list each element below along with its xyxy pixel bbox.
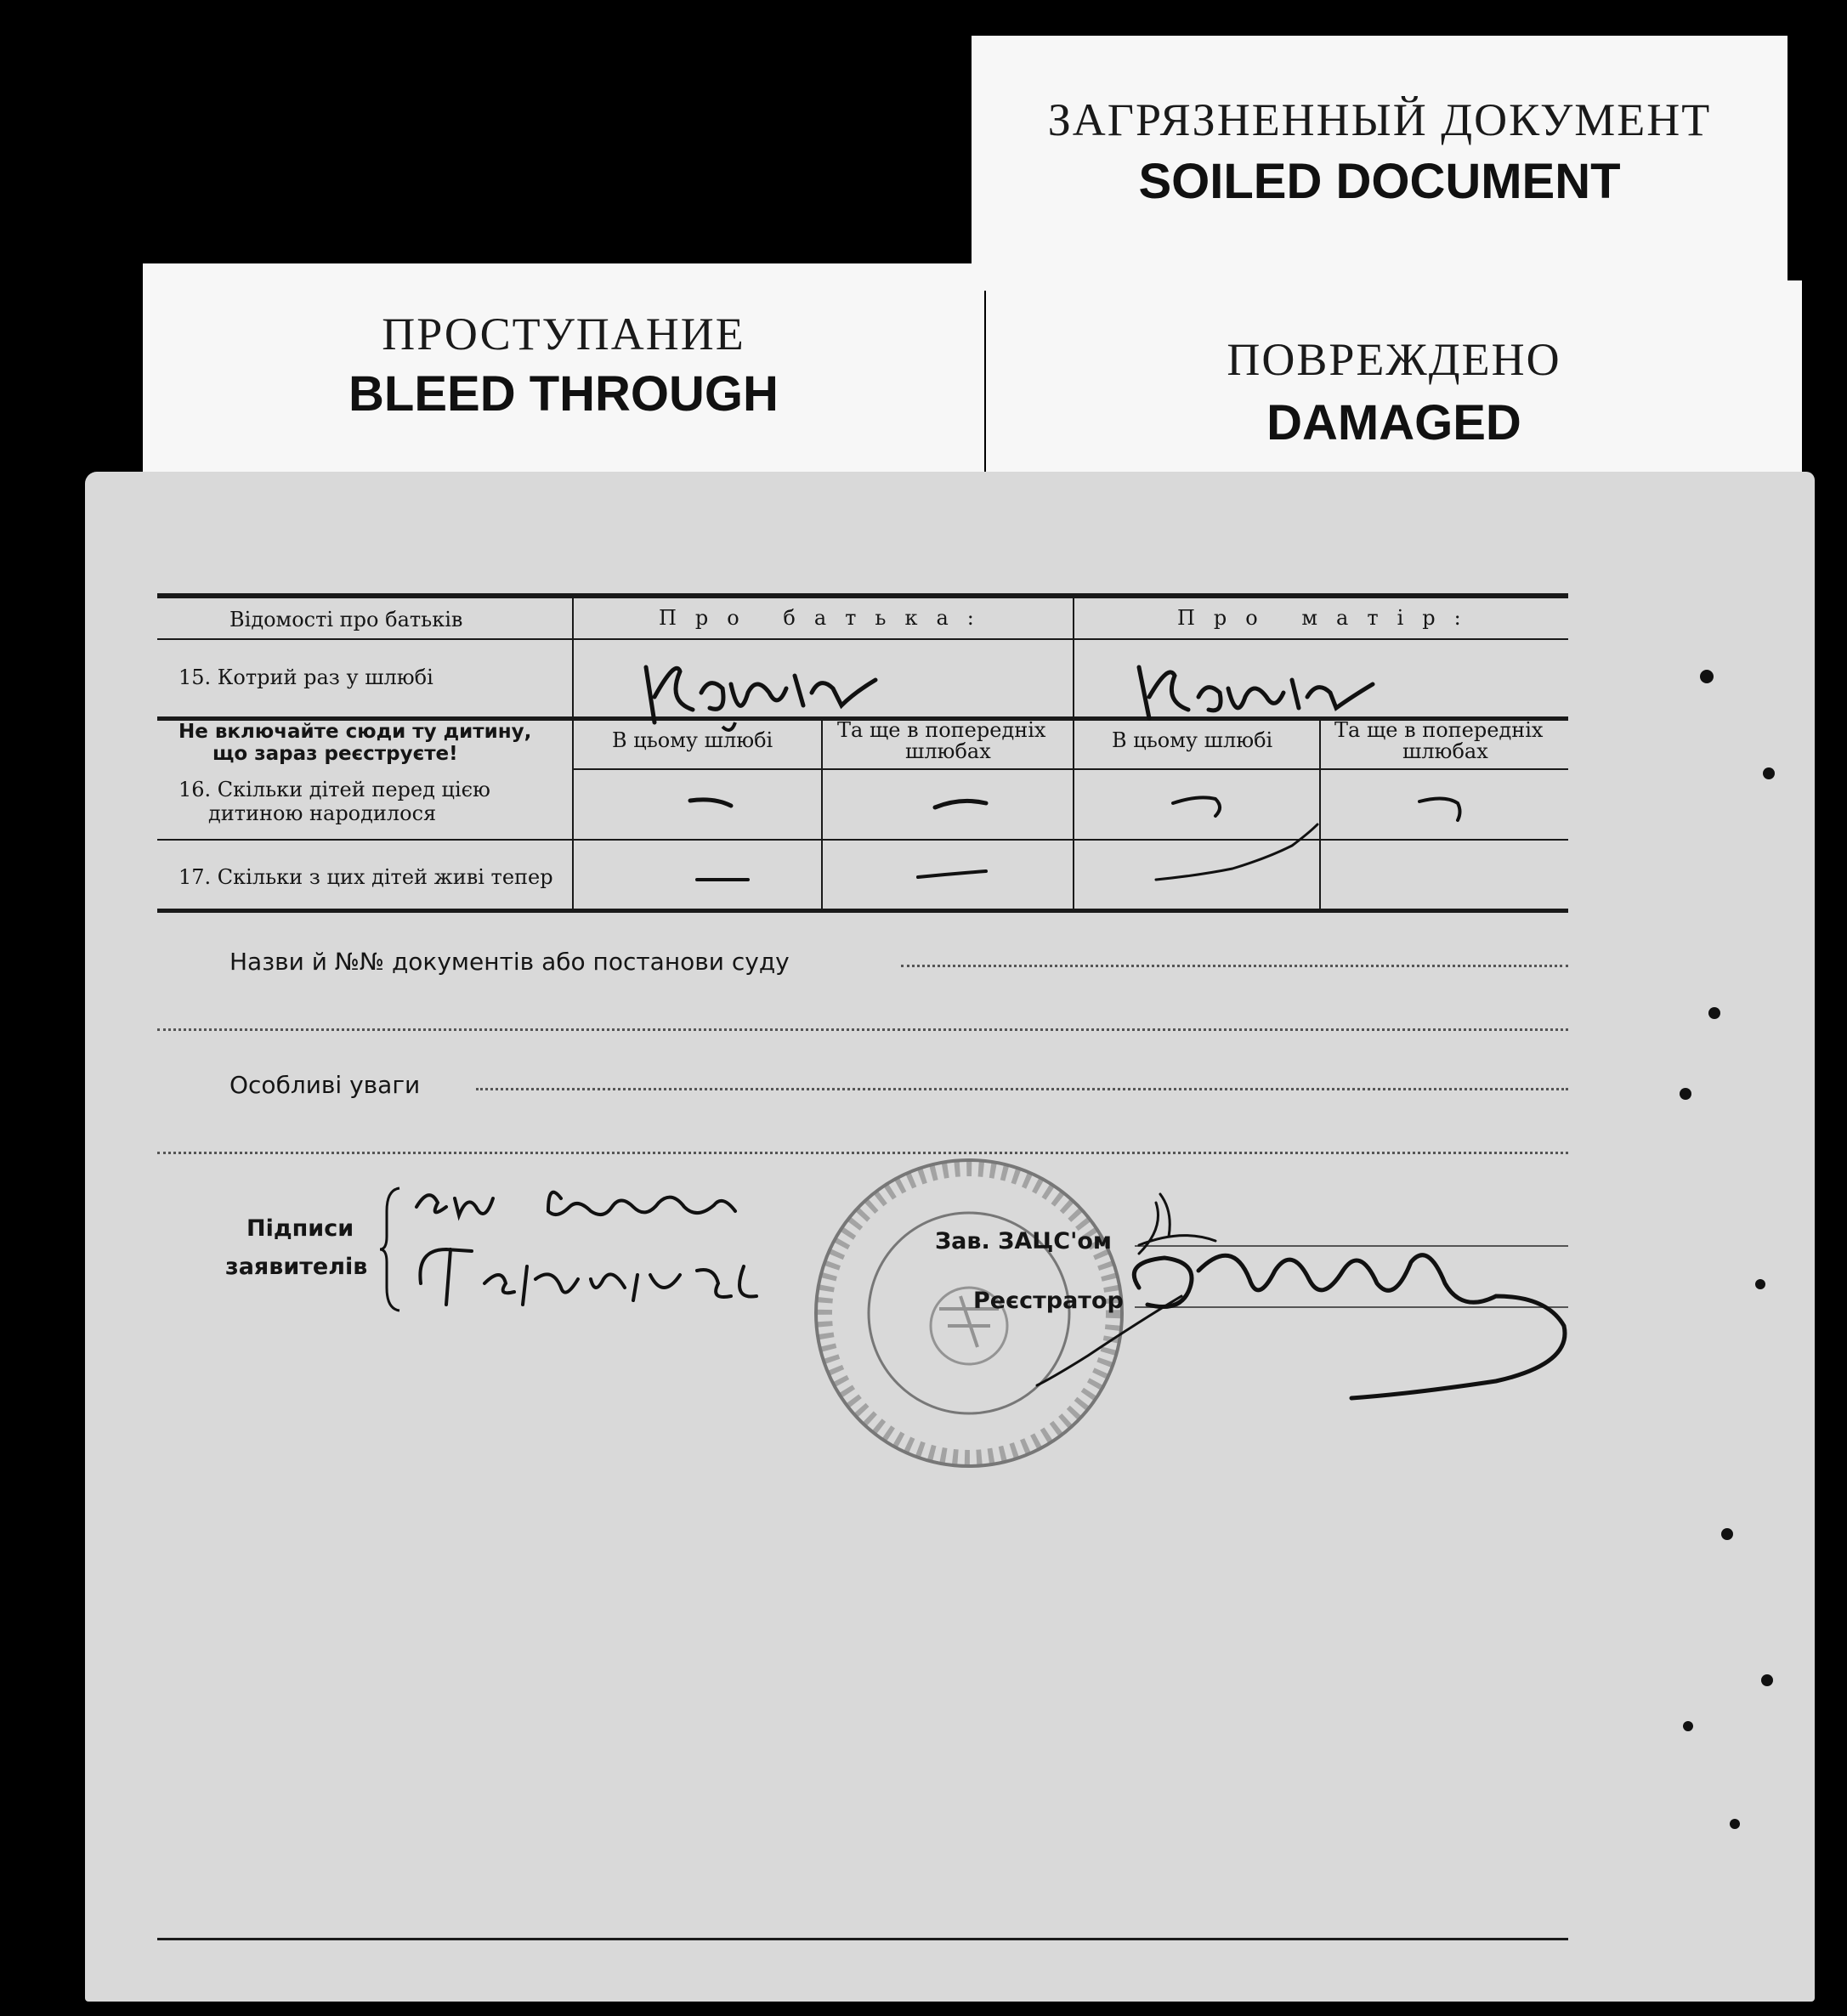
registrar-signature <box>1020 1177 1683 1458</box>
documents-dotted-line <box>901 965 1568 967</box>
table-col-divider-1 <box>572 598 574 911</box>
document-sheet <box>85 472 1815 2002</box>
soiled-flag-ru: ЗАГРЯЗНЕННЫЙ ДОКУМЕНТ <box>1047 94 1712 145</box>
bleed-flag-en: BLEED THROUGH <box>348 366 779 422</box>
remarks-label: Особливі уваги <box>229 1071 421 1099</box>
row15-label: 15. Котрий раз у шлюбі <box>178 665 433 689</box>
documents-label: Назви й №№ документів або постанови суду <box>229 948 790 976</box>
mother-sub-prev-line1: Та ще в попередніх <box>1334 718 1544 742</box>
head-zags-label: Зав. ЗАЦС'ом <box>935 1228 1112 1254</box>
table-header-rule <box>157 638 1568 640</box>
table-subheader-rule <box>574 768 1568 770</box>
damaged-flag <box>986 280 1802 484</box>
soiled-flag-en: SOILED DOCUMENT <box>1138 154 1621 209</box>
row16-line2: дитиною народилося <box>208 801 437 825</box>
note-line1: Не включайте сюди ту дитину, <box>178 721 532 743</box>
damaged-flag-ru: ПОВРЕЖДЕНО <box>1227 334 1561 385</box>
table-bottom-rule <box>157 909 1568 913</box>
documents-dotted-line-2 <box>157 1028 1568 1031</box>
binder-hole-4 <box>1680 1088 1691 1100</box>
remarks-dotted-line <box>476 1088 1568 1090</box>
applicant-signature-2 <box>408 1232 918 1326</box>
binder-hole-7 <box>1761 1674 1773 1686</box>
row16-row17-dashes <box>680 773 1445 901</box>
sheet-bottom-rule <box>157 1938 1568 1940</box>
row15-mother-handwriting <box>1130 650 1402 727</box>
bleed-through-flag <box>143 263 984 484</box>
damaged-flag-en: DAMAGED <box>1266 395 1521 450</box>
binder-hole-8 <box>1683 1721 1693 1731</box>
father-sub-this-marriage: В цьому шлюбі <box>612 728 773 752</box>
applicants-label-line2: заявителів <box>225 1254 368 1280</box>
soiled-document-flag <box>972 36 1788 291</box>
father-sub-prev-line1: Та ще в попередніх <box>837 718 1046 742</box>
mother-sub-this-marriage: В цьому шлюбі <box>1112 728 1273 752</box>
applicants-brace <box>378 1186 404 1313</box>
applicants-label-line1: Підписи <box>246 1215 354 1242</box>
header-father: Про батька: <box>659 606 993 630</box>
binder-hole-3 <box>1708 1007 1720 1019</box>
binder-hole-9 <box>1730 1819 1740 1829</box>
binder-hole-2 <box>1763 767 1775 779</box>
row16-line1: 16. Скільки дітей перед цією <box>178 778 490 801</box>
binder-hole-5 <box>1755 1279 1765 1289</box>
note-line2: що зараз реєструєте! <box>212 743 458 765</box>
table-top-rule <box>157 593 1568 598</box>
row17-label: 17. Скільки з цих дітей живі тепер <box>178 865 553 889</box>
bleed-flag-ru: ПРОСТУПАНИЕ <box>382 309 745 360</box>
header-mother: Про матір: <box>1177 606 1480 630</box>
header-parents-info: Відомості про батьків <box>229 608 463 631</box>
binder-hole-6 <box>1721 1528 1733 1540</box>
father-sub-prev-line2: шлюбах <box>905 739 991 763</box>
registrar-label: Реєстратор <box>973 1288 1124 1314</box>
mother-sub-prev-line2: шлюбах <box>1402 739 1488 763</box>
binder-hole-1 <box>1700 670 1714 683</box>
